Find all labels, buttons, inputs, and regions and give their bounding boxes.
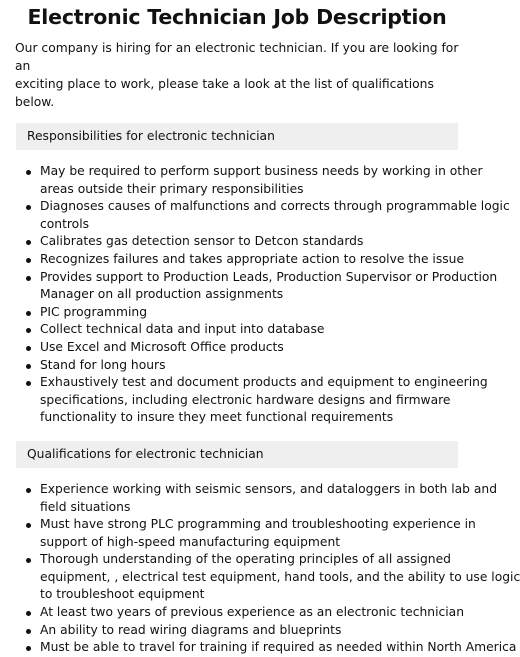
list-item-line: Use Excel and Microsoft Office products xyxy=(40,339,284,354)
qualification-item xyxy=(40,481,498,516)
list-item-line: May be required to perform support business needs by working in other xyxy=(40,164,483,178)
list-item-line: controls xyxy=(40,216,90,231)
qualification-item xyxy=(40,604,464,622)
qualifications-list xyxy=(0,481,520,657)
list-item-line: Experience working with seismic sensors, and dataloggers in both lab and xyxy=(40,481,498,496)
responsibility-item xyxy=(40,339,464,357)
responsibility-item xyxy=(40,357,464,375)
responsibilities-header: Responsibilities for electronic technician xyxy=(16,123,458,150)
list-item-line: Provides support to Production Leads, Production Supervisor or Production xyxy=(40,269,498,284)
qualifications-header: Qualifications for electronic technician xyxy=(16,441,458,468)
qualification-item xyxy=(40,516,476,551)
list-item-line: areas outside their primary responsibilities xyxy=(40,181,304,196)
list-item-line: Recognizes failures and takes appropriate action to resolve the issue xyxy=(40,251,465,266)
list-item-line: to troubleshoot equipment xyxy=(40,587,205,602)
responsibility-item xyxy=(40,269,498,304)
responsibility-item xyxy=(40,251,464,269)
list-item-line: Calibrates gas detection sensor to Detcon standards xyxy=(40,234,364,249)
list-item-line: Stand for long hours xyxy=(40,357,166,372)
intro-line: exciting place to work, please take a look at the list of qualifications below. xyxy=(15,77,434,109)
responsibility-item xyxy=(40,198,510,233)
responsibility-item xyxy=(40,163,483,198)
list-item-line: PIC programming xyxy=(40,304,148,319)
responsibility-item xyxy=(40,233,464,251)
list-item-line: Exhaustively test and document products and equipment to engineering xyxy=(40,375,488,390)
list-item-line: functionality to insure they meet functional requirements xyxy=(40,410,394,425)
qualification-item xyxy=(40,639,517,657)
responsibility-item xyxy=(40,304,464,322)
responsibility-item xyxy=(40,321,464,339)
list-item-line: Manager on all production assignments xyxy=(40,287,284,302)
responsibilities-list xyxy=(0,163,510,427)
list-item-line: equipment, , electrical test equipment, hand tools, and the ability to use logic xyxy=(40,569,520,584)
responsibility-item xyxy=(40,374,488,427)
list-item-line: Diagnoses causes of malfunctions and corrects through programmable logic xyxy=(40,199,510,214)
list-item-line: An ability to read wiring diagrams and blueprints xyxy=(40,622,342,637)
intro-line: Our company is hiring for an electronic technician. If you are looking for an xyxy=(15,41,459,73)
qualification-item xyxy=(40,551,520,604)
list-item-line: Collect technical data and input into database xyxy=(40,322,325,337)
list-item-line: Must have strong PLC programming and troubleshooting experience in xyxy=(40,517,476,532)
page-title: Electronic Technician Job Description xyxy=(27,5,447,29)
list-item-line: At least two years of previous experience as an electronic technician xyxy=(40,605,465,620)
list-item-line: field situations xyxy=(40,499,131,514)
list-item-line: Thorough understanding of the operating principles of all assigned xyxy=(40,552,451,567)
list-item-line: specifications, including electronic hardware designs and firmware xyxy=(40,392,451,407)
list-item-line: support of high-speed manufacturing equipment xyxy=(40,534,341,549)
qualification-item xyxy=(40,622,464,640)
list-item-line: Must be able to travel for training if required as needed within North America xyxy=(40,640,517,655)
intro-paragraph xyxy=(15,39,462,111)
